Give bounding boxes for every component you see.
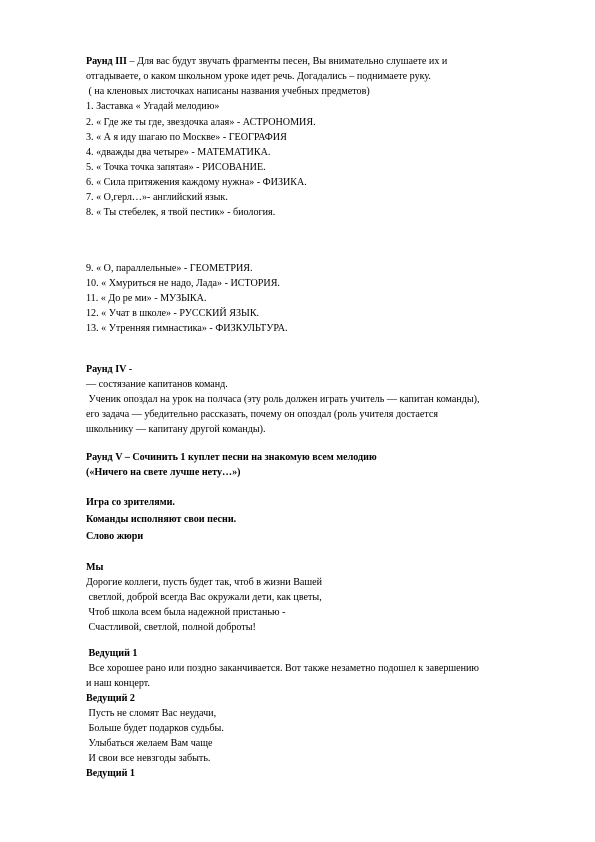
host1-heading: Ведущий 1 <box>86 648 138 659</box>
round3-item: 10. « Хмуриться не надо, Лада» - ИСТОРИЯ. <box>86 278 280 289</box>
round3-item: 8. « Ты стебелек, я твой пестик» - биология. <box>86 207 276 218</box>
round3-item: 9. « О, параллельные» - ГЕОМЕТРИЯ. <box>86 263 253 274</box>
game-line: Слово жюри <box>86 531 144 542</box>
round4-line: его задача — убедительно рассказать, почему он опоздал (роль учителя достается <box>86 409 439 420</box>
we-line: Счастливой, светлой, полной доброты! <box>86 622 256 633</box>
host1-heading-repeat: Ведущий 1 <box>86 768 135 779</box>
round4-line: Ученик опоздал на урок на полчаса (эту роль должен играть учитель — капитан команды), <box>86 394 480 405</box>
round4-heading: Раунд IV - <box>86 364 133 375</box>
game-line: Команды исполняют свои песни. <box>86 514 237 525</box>
host2-line: И свои все невзгоды забыть. <box>86 753 211 764</box>
round3-heading: Раунд III <box>86 56 127 67</box>
we-line: светлой, доброй всегда Вас окружали дети, как цветы, <box>86 592 322 603</box>
round4-line: — состязание капитанов команд. <box>86 379 228 390</box>
we-line: Чтоб школа всем была надежной пристанью - <box>86 607 286 618</box>
host2-heading: Ведущий 2 <box>86 693 135 704</box>
game-line: Игра со зрителями. <box>86 497 175 508</box>
round4-line: школьнику — капитану другой команды). <box>86 424 266 435</box>
host2-line: Больше будет подарков судьбы. <box>86 723 224 734</box>
round3-item: 7. « О,герл…»- английский язык. <box>86 192 228 203</box>
host2-line: Пусть не сломят Вас неудачи, <box>86 708 217 719</box>
host1-line: Все хорошее рано или поздно заканчивается. Вот также незаметно подошел к завершению <box>86 663 479 674</box>
round3-intro-text: – Для вас будут звучать фрагменты песен, Вы внимательно слушаете их и <box>126 56 448 67</box>
we-heading: Мы <box>86 562 104 573</box>
round3-item: 6. « Сила притяжения каждому нужна» - ФИЗИКА. <box>86 177 307 188</box>
round5-subheading: («Ничего на свете лучше нету…») <box>86 467 241 478</box>
round3-intro-line-1 <box>86 55 447 68</box>
round5-heading: Раунд V – Сочинить 1 куплет песни на знакомую всем мелодию <box>86 452 377 463</box>
round3-item: 1. Заставка « Угадай мелодию» <box>86 101 220 112</box>
we-line: Дорогие коллеги, пусть будет так, чтоб в жизни Вашей <box>86 577 323 588</box>
round3-item: 2. « Где же ты где, звездочка алая» - АСТРОНОМИЯ. <box>86 117 316 128</box>
round3-item: 12. « Учат в школе» - РУССКИЙ ЯЗЫК. <box>86 308 260 319</box>
round3-item: 13. « Утренняя гимнастика» - ФИЗКУЛЬТУРА. <box>86 323 288 334</box>
host2-line: Улыбаться желаем Вам чаще <box>86 738 213 749</box>
round3-item: 3. « А я иду шагаю по Москве» - ГЕОГРАФИЯ <box>86 132 287 143</box>
round3-item: 5. « Точка точка запятая» - РИСОВАНИЕ. <box>86 162 266 173</box>
round3-item: 11. « До ре ми» - МУЗЫКА. <box>86 293 207 304</box>
round3-intro-line-3: ( на кленовых листочках написаны названия учебных предметов) <box>86 86 370 97</box>
round3-intro-line-2: отгадываете, о каком школьном уроке идет речь. Догадались – поднимаете руку. <box>86 71 431 82</box>
round3-item: 4. «дважды два четыре» - МАТЕМАТИКА. <box>86 147 271 158</box>
host1-line: и наш концерт. <box>86 678 150 689</box>
